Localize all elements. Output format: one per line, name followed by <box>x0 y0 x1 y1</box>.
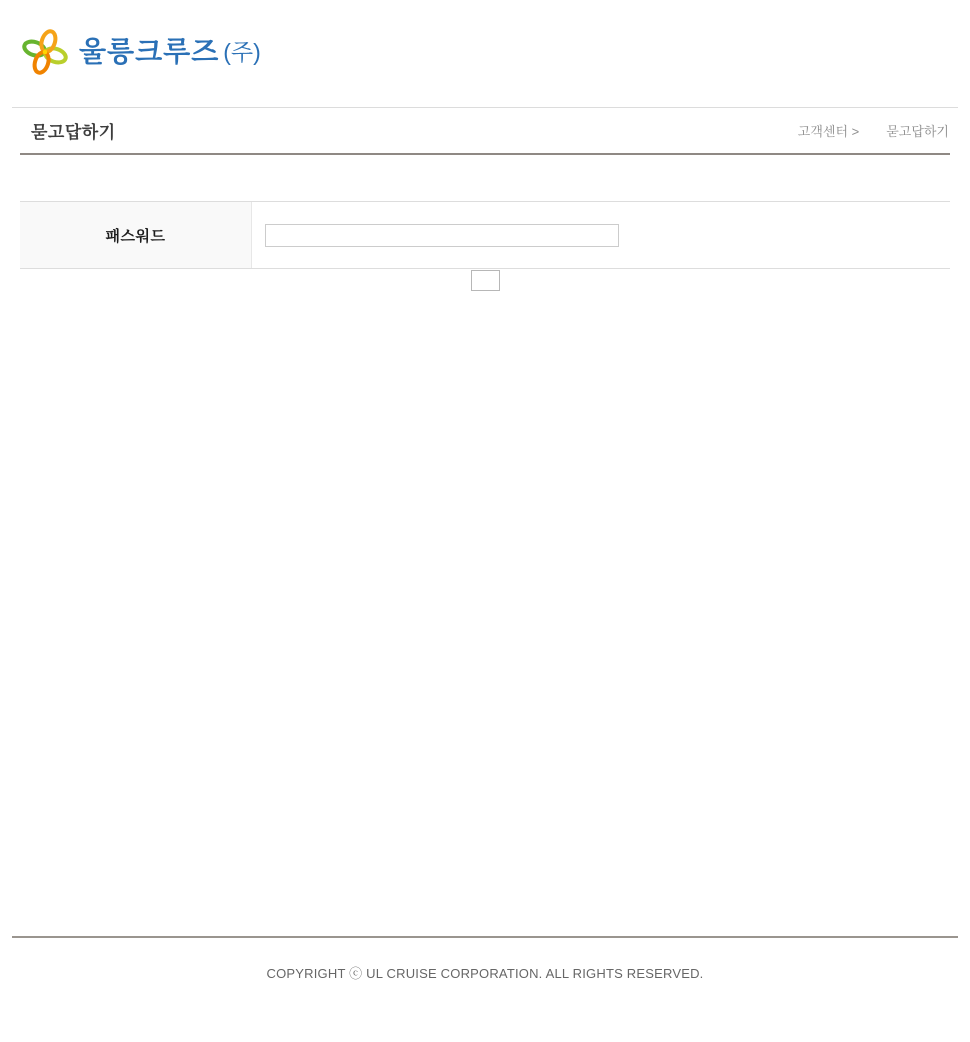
copyright-text: COPYRIGHT ⓒ UL CRUISE CORPORATION. ALL RIGHTS RESERVED. <box>266 966 704 981</box>
password-label: 패스워드 <box>20 202 252 268</box>
content-whitespace <box>0 291 970 936</box>
page-title: 묻고답하기 <box>31 123 116 142</box>
site-footer <box>0 936 970 1042</box>
password-input[interactable] <box>265 224 619 247</box>
footer-divider <box>12 936 958 938</box>
logo-company-suffix: (주) <box>223 38 261 65</box>
table-row <box>20 202 950 268</box>
pinwheel-flower-icon <box>22 27 68 77</box>
breadcrumb-current: 묻고답하기 <box>886 124 949 139</box>
submit-row <box>0 270 970 291</box>
site-header <box>0 0 970 107</box>
breadcrumb <box>798 121 949 140</box>
logo-company-name: 울릉크루즈 <box>79 36 220 67</box>
spacer <box>0 155 970 201</box>
breadcrumb-parent[interactable]: 고객센터 > <box>797 124 860 139</box>
title-row <box>0 108 970 153</box>
password-cell <box>252 202 950 268</box>
logo[interactable] <box>22 27 261 77</box>
submit-button[interactable] <box>471 270 500 291</box>
password-form-table <box>20 201 950 269</box>
